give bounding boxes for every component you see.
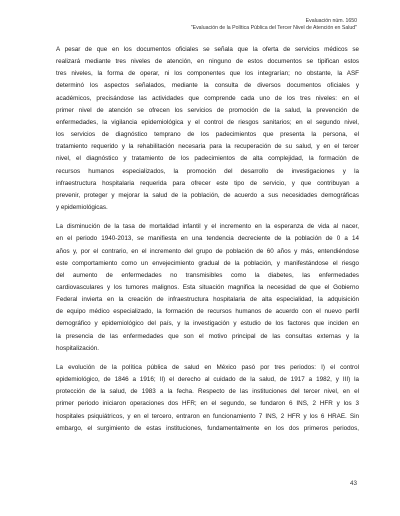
paragraph-line: los servicios de diagnóstico temprano de los padecimientos que presenta la persona, el: [56, 131, 359, 139]
paragraph-2: [56, 221, 359, 355]
paragraph-line: demográfico y epidemiológico del país, y la investigación y estudio de los factores que inciden en: [56, 320, 359, 328]
paragraph-line: La disminución de la tasa de mortalidad infantil y el incremento en la esperanza de vida al nacer,: [56, 223, 359, 231]
paragraph-3: [56, 362, 359, 435]
paragraph-line: académicos, precisándose las actividades que comprende cada uno de los tres niveles: en el: [56, 94, 359, 102]
paragraph-line: nivel, el diagnóstico y tratamiento de los padecimientos de alta complejidad, la formación de: [56, 155, 359, 163]
header-evaluation-title: "Evaluación de la Política Pública del Tercer Nivel de Atención en Salud": [190, 25, 357, 31]
header-evaluation-number: Evaluación núm. 1650: [305, 18, 357, 24]
paragraph-line: embargo, el surgimiento de estas instituciones, fundamentalmente en los dos primeros periodos,: [56, 424, 359, 432]
paragraph-line: infraestructura hospitalaria requerida para ofrecer este tipo de servicio, y que contribuyan a: [56, 179, 359, 187]
paragraph-line: del aumento de enfermedades no transmisibles como la diabetes, las enfermedades: [56, 271, 359, 279]
paragraph-line: protección de la salud, de 1983 a la fecha. Respecto de las instituciones del tercer nivel, en el: [56, 388, 359, 396]
paragraph-line: en el periodo 1940-2013, se manifiesta en una tendencia decreciente de la población de 0 a 14: [56, 235, 359, 243]
paragraph-line: hospitales psiquiátricos, y en el tercero, entraron en funcionamiento 7 INS, 2 HFR y los 6 HRAE. Sin: [56, 412, 359, 420]
paragraph-line: La evolución de la política pública de salud en México pasó por tres periodos: I) el control: [56, 363, 359, 371]
paragraph-line: tratamiento requerido y la rehabilitación necesaria para la recuperación de su salud, y en el tercer: [56, 143, 359, 151]
paragraph-line: la presencia de las enfermedades que son el motivo principal de las consultas externas y la: [56, 332, 359, 340]
paragraph-line: de equipo médico especializado, la formación de recursos humanos de acuerdo con el nuevo perfil: [56, 308, 359, 316]
paragraph-line: prevenir, proteger y mejorar la salud de la población, de acuerdo a sus necesidades demográficas: [56, 191, 359, 199]
paragraph-line: tres niveles, la forma de operar, ni los componentes que los integrarían; no obstante, la ASF: [56, 70, 359, 78]
body-text: [56, 44, 359, 442]
paragraph-line: determinó los aspectos señalados, mediante la consulta de diversos documentos oficiales y: [56, 82, 359, 90]
paragraph-line: años y, por el contrario, en el incremento del grupo de población de 60 años y más, entendiéndose: [56, 247, 359, 255]
paragraph-1: [56, 44, 359, 214]
paragraph-line: recursos humanos especializados, la promoción del desarrollo de investigaciones y la: [56, 167, 359, 175]
paragraph-line: realizará mediante tres niveles de atención, en ninguno de estos documentos se tipifican estos: [56, 58, 359, 66]
paragraph-line: hospitalización.: [56, 344, 100, 352]
page-number: 43: [349, 480, 357, 487]
paragraph-line: y epidemiológicas.: [56, 204, 108, 212]
paragraph-line: epidemiológico, de 1846 a 1916; II) el derecho al cuidado de la salud, de 1917 a 1982, y III) la: [56, 376, 359, 384]
paragraph-line: A pesar de que en los documentos oficiales se señala que la oferta de servicios médicos se: [56, 46, 359, 53]
paragraph-line: Federal invierta en la creación de infraestructura hospitalaria de alta especialidad, la adquisición: [56, 296, 359, 304]
paragraph-line: primer periodo iniciaron operaciones dos HFR; en el segundo, se fundaron 6 INS, 2 HFR y los 3: [56, 400, 359, 408]
paragraph-line: enfermedades, la vigilancia epidemiológica y el control de riesgos sanitarios; en el segundo nivel,: [56, 118, 359, 126]
paragraph-line: cardiovasculares y los tumores malignos. Esta situación magnifica la necesidad de que el Gobierno: [56, 283, 359, 291]
running-header: [191, 18, 357, 32]
paragraph-line: primer nivel de atención se ofrecen los servicios de promoción de la salud, la prevención de: [56, 106, 359, 114]
paragraph-line: este comportamiento como un envejecimiento gradual de la población, y manifestándose el riesgo: [56, 259, 359, 267]
